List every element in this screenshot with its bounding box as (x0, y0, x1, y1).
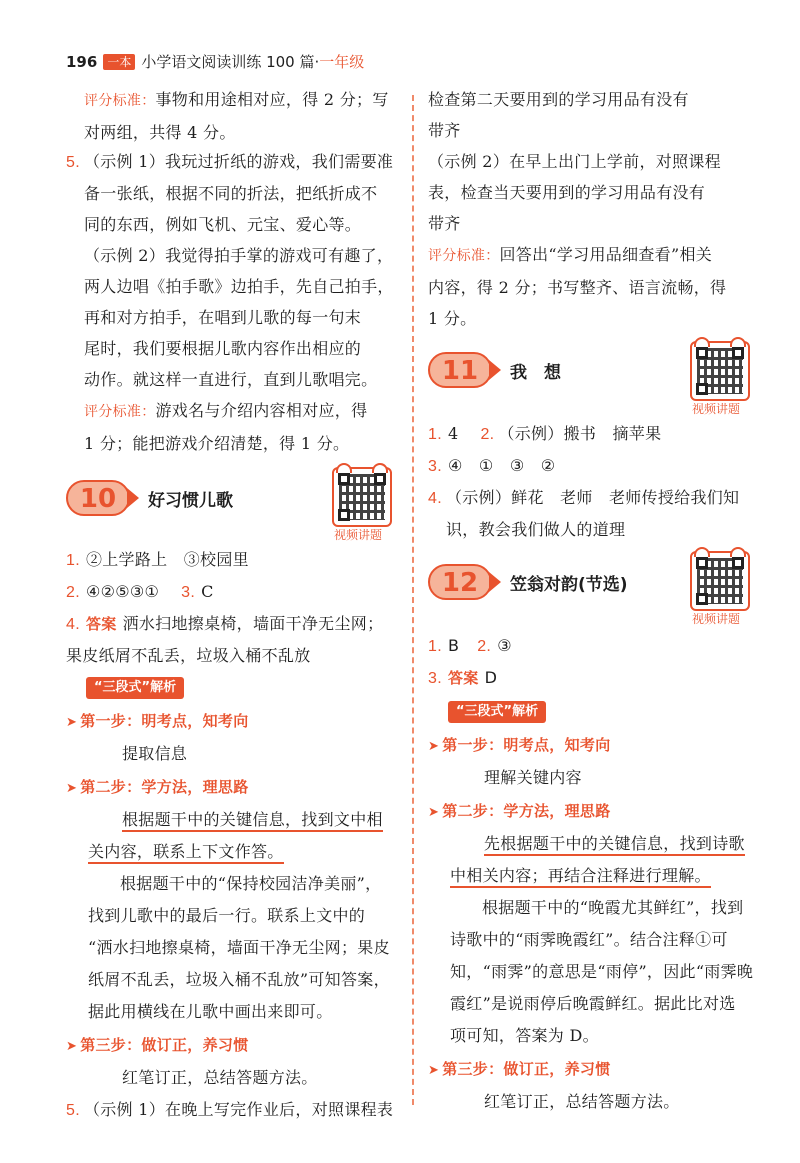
question-number: 3. (428, 458, 442, 475)
question-number: 4. (66, 616, 80, 633)
underlined-method: 关内容，联系上下文作答。 (88, 842, 284, 864)
answer-text: ③ (497, 636, 512, 655)
criteria-text: 对两组，共得 4 分。 (84, 123, 236, 142)
lesson-number: 10 (79, 484, 117, 514)
analysis-text: 根据题干中的“保持校园洁净美丽”， (120, 874, 382, 893)
analysis-text: “洒水扫地擦桌椅，墙面干净无尘网；果皮 (88, 938, 390, 957)
lesson-10-answers (66, 544, 383, 671)
lesson-number-badge (428, 352, 492, 388)
lesson-number-badge (428, 564, 492, 600)
answer-text: 检查第二天要用到的学习用品有没有 (428, 90, 689, 109)
criteria-text: 回答出“学习用品细查看”相关 (499, 245, 713, 264)
lesson-number-badge (66, 480, 130, 516)
step-label: 第一步：明考点，知考向 (80, 712, 249, 730)
lesson-number: 12 (441, 568, 479, 598)
question-number: 5. (66, 1102, 80, 1119)
answer-label: 答案 (85, 615, 117, 633)
answer-text: ②上学路上 ③校园里 (85, 550, 249, 569)
answer-text: 果皮纸屑不乱丢，垃圾入桶不乱放 (66, 646, 311, 665)
step-label: 第二步：学方法，理思路 (442, 802, 611, 820)
criteria-text: 1 分；能把游戏介绍清楚，得 1 分。 (84, 434, 350, 453)
criteria-text: 游戏名与介绍内容相对应，得 (155, 401, 368, 420)
answer-text: D (484, 668, 498, 687)
criteria-text: 内容，得 2 分；书写整齐、语言流畅，得 (428, 278, 727, 297)
answer-text: 动作。就这样一直进行，直到儿歌唱完。 (84, 370, 378, 389)
analysis-steps (428, 730, 753, 1118)
qr-code-icon[interactable] (690, 341, 750, 401)
answer-label: 答案 (447, 669, 479, 687)
lesson-11-answers (428, 418, 739, 545)
question-number: 2. (480, 426, 495, 443)
book-logo: 一本 (103, 54, 135, 70)
question-number: 3. (428, 670, 442, 687)
step-label: 第二步：学方法，理思路 (80, 778, 249, 796)
lesson-12-answers (428, 630, 512, 694)
criteria-text: 1 分。 (428, 309, 477, 328)
qr-video-label[interactable]: 视频讲题 (692, 402, 741, 416)
step-text: 理解关键内容 (484, 768, 582, 787)
answer-text: （示例）鲜花 老师 老师传授给我们知 (445, 488, 740, 507)
answer-text: 两人边唱《拍手歌》边拍手，先自己拍手， (84, 277, 394, 296)
analysis-text: 根据题干中的“晚霞尤其鲜红”，找到 (482, 898, 744, 917)
bullet-arrow-icon: ➤ (428, 805, 440, 820)
analysis-text: 纸屑不乱丢，垃圾入桶不乱放”可知答案， (88, 970, 390, 989)
qr-code-icon[interactable] (332, 467, 392, 527)
step-text: 提取信息 (122, 744, 188, 763)
analysis-text: 据此用横线在儿歌中画出来即可。 (88, 1002, 333, 1021)
criteria-text: 事物和用途相对应，得 2 分；写 (155, 90, 389, 109)
step-label: 第一步：明考点，知考向 (442, 736, 611, 754)
analysis-text: 知，“雨霁”的意思是“雨停”，因此“雨霁晚 (450, 962, 754, 981)
answer-text: 再和对方拍手，在唱到儿歌的每一句末 (84, 308, 362, 327)
answer-text: B (447, 636, 460, 655)
answer-text: 4 (447, 424, 459, 443)
step-text: 红笔订正，总结答题方法。 (122, 1068, 318, 1087)
question-number: 1. (428, 638, 442, 655)
answer-text: （示例 2）我觉得拍手掌的游戏可有趣了， (84, 246, 394, 265)
underlined-method: 中相关内容；再结合注释进行理解。 (450, 866, 711, 888)
lesson-number: 11 (441, 356, 479, 386)
analysis-text: 诗歌中的“雨霁晚霞红”。结合注释①可 (450, 930, 728, 949)
answer-text: 备一张纸，根据不同的折法，把纸折成不 (84, 184, 378, 203)
qr-code-icon[interactable] (690, 551, 750, 611)
answer-text: 表，检查当天要用到的学习用品有没有 (428, 183, 706, 202)
step-label: 第三步：做订正，养习惯 (442, 1060, 611, 1078)
question-number: 4. (428, 490, 442, 507)
answer-text: （示例）搬书 摘苹果 (498, 424, 662, 443)
answer-text: （示例 1）在晚上写完作业后，对照课程表 (83, 1100, 394, 1119)
analysis-text: 找到儿歌中的最后一行。联系上文中的 (88, 906, 366, 925)
answer-text: 同的东西，例如飞机、元宝、爱心等。 (84, 215, 362, 234)
question-number: 1. (66, 552, 80, 569)
bullet-arrow-icon: ➤ (66, 1039, 78, 1054)
arrow-icon (489, 572, 501, 592)
underlined-method: 根据题干中的关键信息，找到文中相 (122, 810, 383, 832)
grade-label: 一年级 (319, 53, 365, 71)
answer-text: C (201, 582, 214, 601)
criteria-label: 评分标准： (84, 404, 156, 420)
analysis-badge (448, 700, 546, 723)
analysis-badge-text: “三段式”解析 (86, 677, 184, 699)
book-title: 小学语文阅读训练 100 篇 (141, 53, 315, 71)
answer-5-block (66, 146, 394, 459)
bullet-arrow-icon: ➤ (66, 715, 78, 730)
question-number: 3. (181, 584, 196, 601)
answer-5-continued (428, 84, 726, 334)
analysis-text: 霞红”是说雨停后晚霞鲜红。据此比对选 (450, 994, 736, 1013)
lesson-title: 好习惯儿歌 (148, 491, 233, 511)
analysis-badge-text: “三段式”解析 (448, 701, 546, 723)
question-number: 2. (477, 638, 492, 655)
question-number: 1. (428, 426, 442, 443)
page-number: 196 (66, 53, 98, 71)
analysis-badge (86, 676, 184, 699)
answer-text: 识，教会我们做人的道理 (446, 520, 626, 539)
column-divider (412, 95, 414, 1105)
arrow-icon (127, 488, 139, 508)
criteria-label: 评分标准： (84, 93, 156, 109)
answer-text: 洒水扫地擦桌椅，墙面干净无尘网； (122, 614, 384, 633)
criteria-label: 评分标准： (428, 248, 500, 264)
question-number: 5. (66, 154, 80, 171)
underlined-method: 先根据题干中的关键信息，找到诗歌 (484, 834, 745, 856)
bullet-arrow-icon: ➤ (428, 739, 440, 754)
answer-text: ④②⑤③① (85, 582, 160, 601)
qr-video-label[interactable]: 视频讲题 (334, 528, 383, 542)
analysis-steps (66, 706, 393, 1127)
page-header (66, 52, 364, 72)
answer-text: （示例 1）我玩过折纸的游戏，我们需要准 (83, 152, 394, 171)
step-text: 红笔订正，总结答题方法。 (484, 1092, 680, 1111)
lesson-title: 笠翁对韵(节选) (510, 575, 628, 595)
lesson-title: 我 想 (510, 363, 561, 383)
arrow-icon (489, 360, 501, 380)
analysis-text: 项可知，答案为 D。 (450, 1026, 599, 1045)
header-separator: · (314, 53, 320, 71)
answer-text: ④ ① ③ ② (447, 456, 556, 475)
answer-text: 尾时，我们要根据儿歌内容作出相应的 (84, 339, 362, 358)
answer-text: 带齐 (428, 214, 461, 233)
bullet-arrow-icon: ➤ (66, 781, 78, 796)
bullet-arrow-icon: ➤ (428, 1063, 440, 1078)
answer-text: 带齐 (428, 121, 461, 140)
qr-video-label[interactable]: 视频讲题 (692, 612, 741, 626)
question-number: 2. (66, 584, 80, 601)
answer-text: （示例 2）在早上出门上学前，对照课程 (428, 152, 721, 171)
step-label: 第三步：做订正，养习惯 (80, 1036, 249, 1054)
criteria-block (66, 84, 389, 148)
